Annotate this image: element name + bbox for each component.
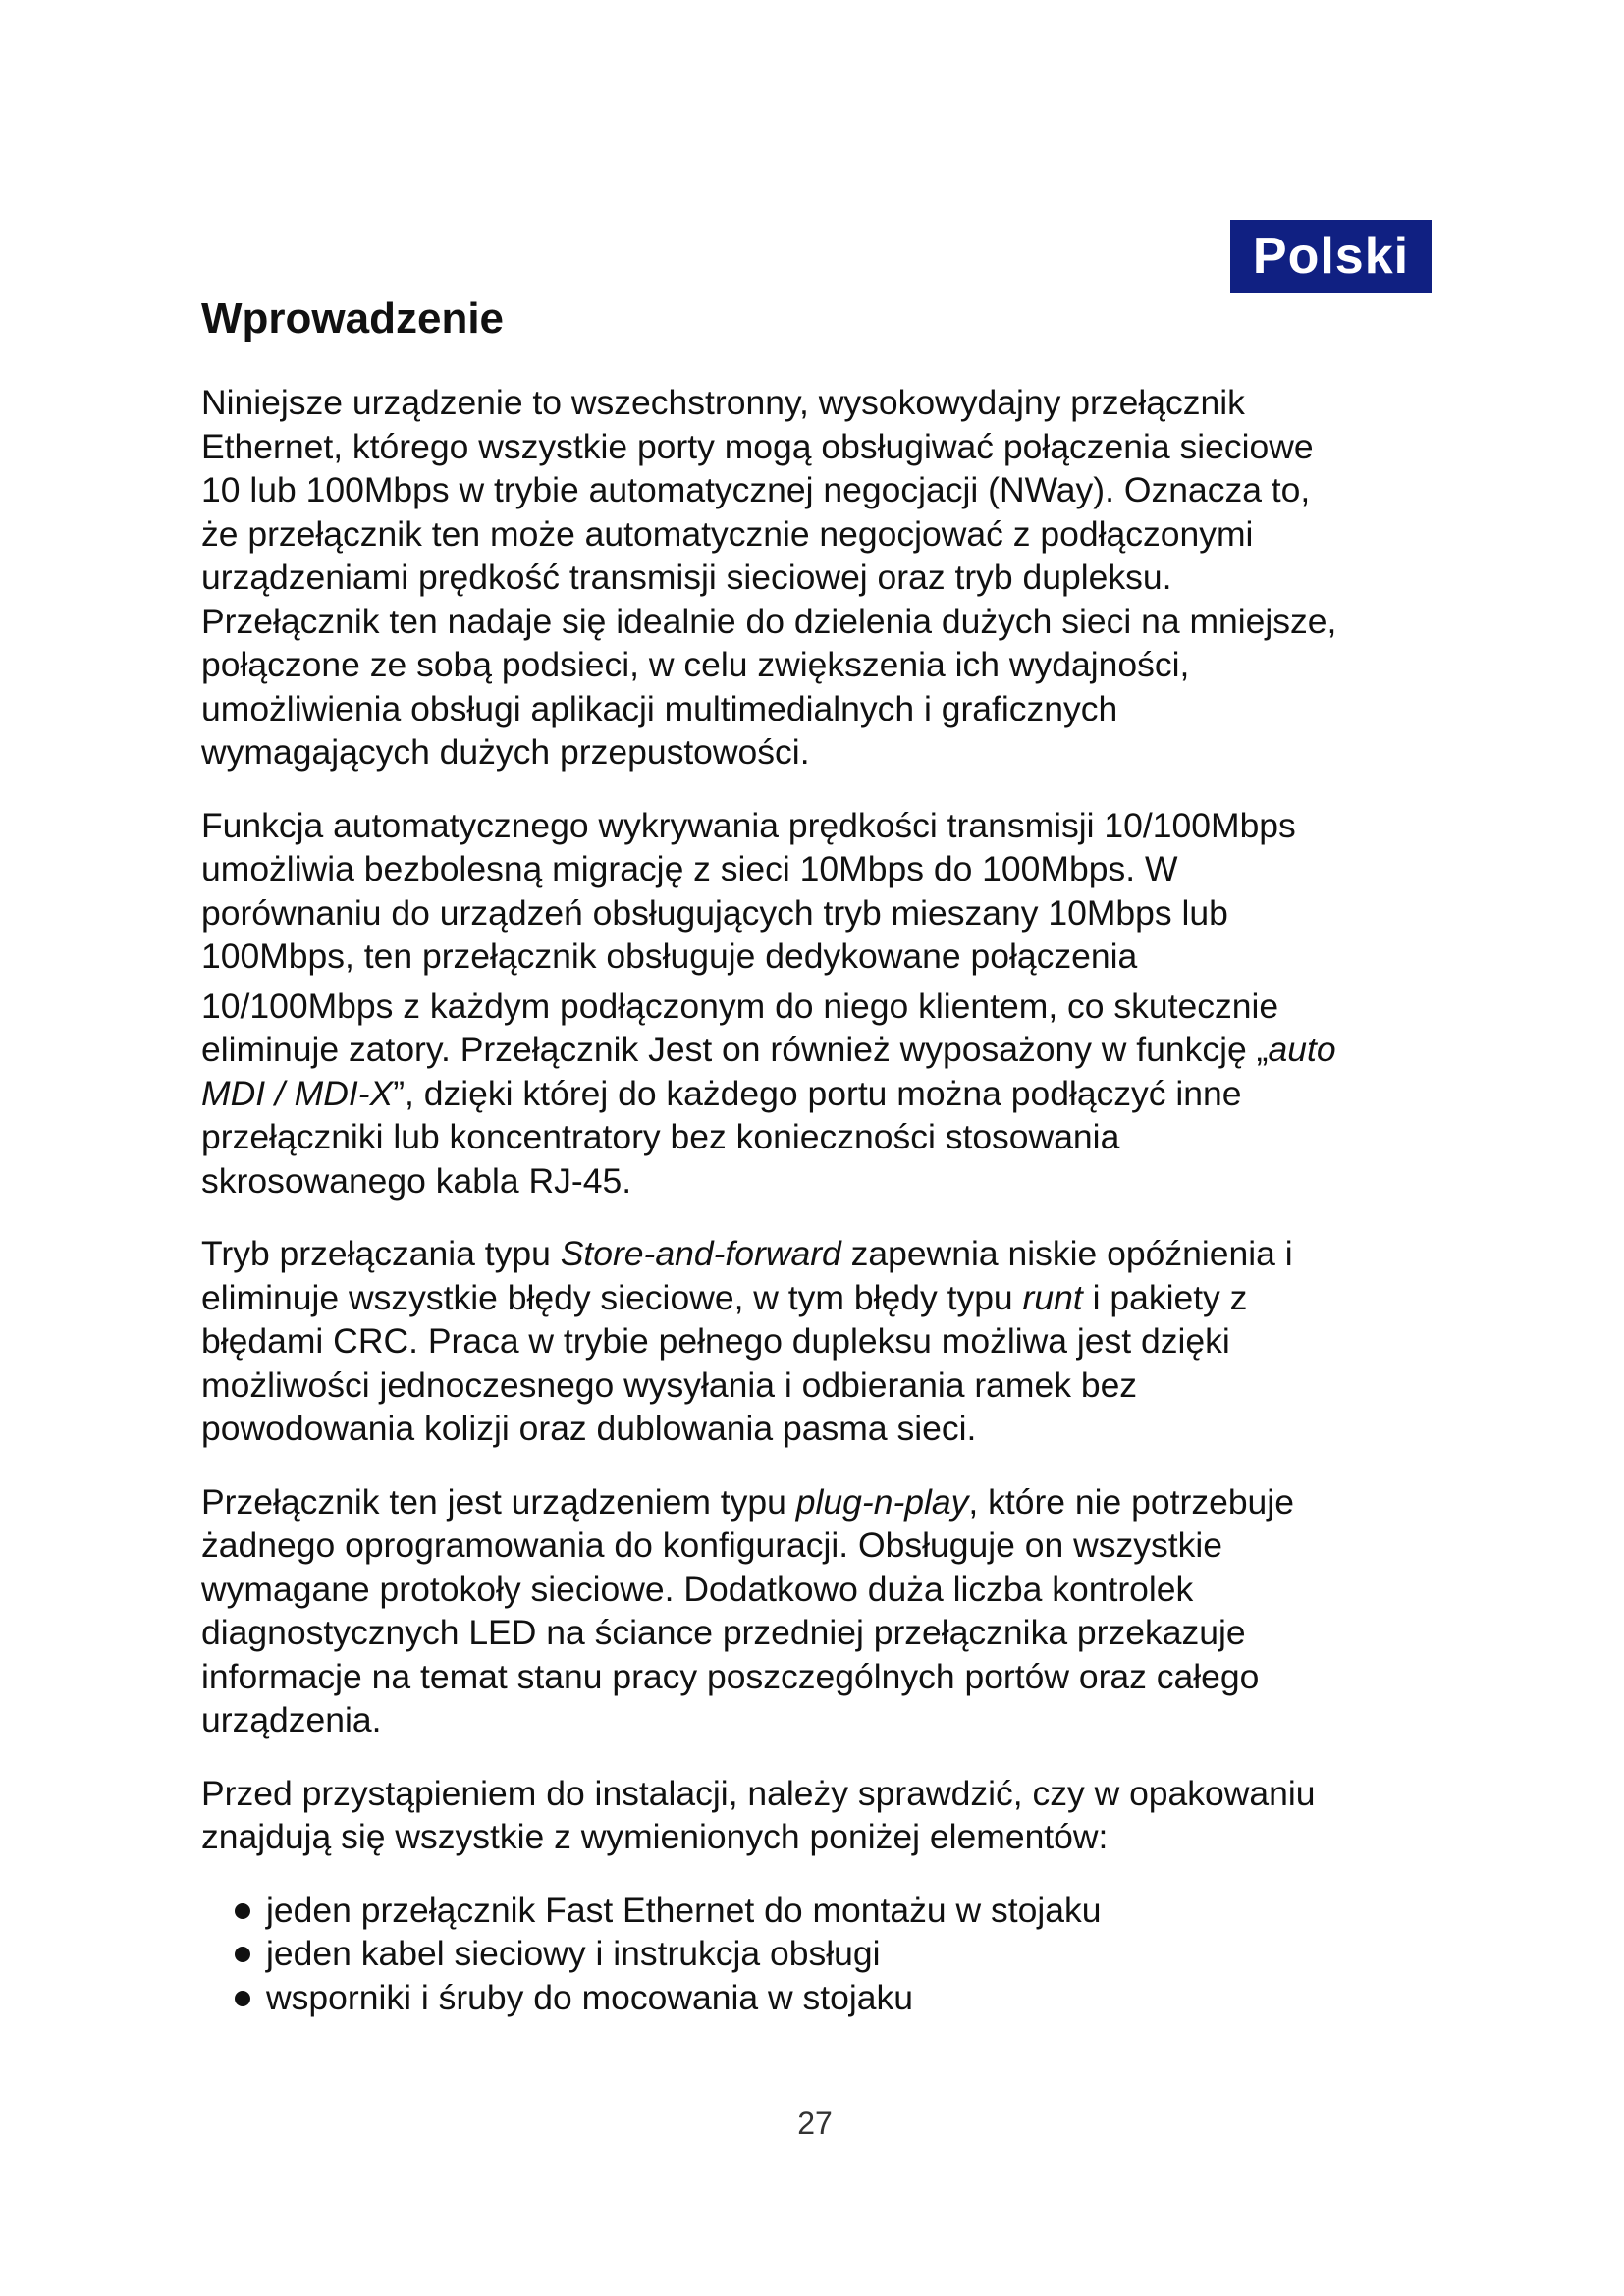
text-run: eliminuje zatory. Przełącznik Jest on również wyposażony w funkcję „ bbox=[201, 1030, 1269, 1069]
text-line bbox=[201, 1028, 1438, 1072]
text-line: 100Mbps, ten przełącznik obsługuje dedykowane połączenia bbox=[201, 936, 1138, 976]
list-item bbox=[231, 1889, 1438, 1933]
text-line: błędami CRC. Praca w trybie pełnego dupleksu możliwa jest dzięki bbox=[201, 1321, 1230, 1361]
page-number: 27 bbox=[797, 2106, 833, 2141]
bullet-icon bbox=[235, 1947, 250, 1962]
text-run: Tryb przełączania typu bbox=[201, 1234, 561, 1273]
text-line: możliwości jednoczesnego wysyłania i odbierania ramek bez bbox=[201, 1364, 1138, 1405]
text-line: Funkcja automatycznego wykrywania prędkości transmisji 10/100Mbps bbox=[201, 805, 1296, 845]
text-line: informacje na temat stanu pracy poszczególnych portów oraz całego bbox=[201, 1656, 1260, 1696]
text-line: 10/100Mbps z każdym podłączonym do niego klientem, co skutecznie bbox=[201, 986, 1279, 1026]
text-line: Przełącznik ten nadaje się idealnie do dzielenia dużych sieci na mniejsze, bbox=[201, 601, 1337, 641]
package-checklist bbox=[201, 1889, 1438, 2020]
text-line: wymagane protokoły sieciowe. Dodatkowo duża liczba kontrolek bbox=[201, 1569, 1194, 1609]
text-line: znajdują się wszystkie z wymienionych poniżej elementów: bbox=[201, 1817, 1109, 1856]
text-run: , które nie potrzebuje bbox=[968, 1481, 1294, 1522]
text-run: i pakiety z bbox=[1082, 1277, 1248, 1317]
list-item-label: jeden kabel sieciowy i instrukcja obsługi bbox=[266, 1934, 881, 1973]
paragraph-autodetect bbox=[201, 804, 1438, 1203]
text-line: urządzenia. bbox=[201, 1700, 382, 1739]
text-run: ”, dzięki której do każdego portu można podłączyć inne bbox=[393, 1073, 1242, 1113]
list-item-label: jeden przełącznik Fast Ethernet do montażu w stojaku bbox=[266, 1890, 1102, 1930]
list-item-label: wsporniki i śruby do mocowania w stojaku bbox=[266, 1977, 914, 2017]
text-line: powodowania kolizji oraz dublowania pasma sieci. bbox=[201, 1409, 977, 1448]
text-line: Niniejsze urządzenie to wszechstronny, wysokowydajny przełącznik bbox=[201, 383, 1245, 422]
text-line: przełączniki lub koncentratory bez konieczności stosowania bbox=[201, 1117, 1120, 1156]
language-badge: Polski bbox=[1230, 220, 1432, 293]
text-line bbox=[201, 1480, 1438, 1524]
text-line: umożliwienia obsługi aplikacji multimedialnych i graficznych bbox=[201, 688, 1118, 728]
paragraph-store-and-forward bbox=[201, 1232, 1438, 1451]
text-line: skrosowanego kabla RJ-45. bbox=[201, 1160, 632, 1201]
text-line: urządzeniami prędkość transmisji sieciowej oraz tryb dupleksu. bbox=[201, 558, 1172, 597]
list-item bbox=[231, 1932, 1438, 1976]
text-line bbox=[201, 1276, 1438, 1320]
text-line: że przełącznik ten może automatycznie negocjować z podłączonymi bbox=[201, 513, 1254, 554]
bullet-icon bbox=[235, 1903, 250, 1919]
text-line: umożliwia bezbolesną migrację z sieci 10Mbps do 100Mbps. W bbox=[201, 849, 1178, 888]
paragraph-package-contents bbox=[201, 1772, 1438, 1859]
text-line: Ethernet, którego wszystkie porty mogą obsługiwać połączenia sieciowe bbox=[201, 426, 1314, 466]
text-line: porównaniu do urządzeń obsługujących tryb mieszany 10Mbps lub bbox=[201, 892, 1228, 933]
section-heading: Wprowadzenie bbox=[201, 294, 505, 343]
text-line: żadnego oprogramowania do konfiguracji. Obsługuje on wszystkie bbox=[201, 1525, 1222, 1565]
italic-term: Store-and-forward bbox=[560, 1234, 841, 1273]
italic-term: plug-n-play bbox=[795, 1481, 969, 1522]
italic-term: runt bbox=[1022, 1277, 1083, 1317]
text-line bbox=[201, 1232, 1438, 1276]
bullet-icon bbox=[235, 1991, 250, 2006]
text-line: Przed przystąpieniem do instalacji, należy sprawdzić, czy w opakowaniu bbox=[201, 1773, 1316, 1813]
italic-term: MDI / MDI-X bbox=[201, 1073, 394, 1113]
paragraph-intro bbox=[201, 381, 1438, 774]
text-run: Przełącznik ten jest urządzeniem typu bbox=[201, 1481, 796, 1522]
text-line bbox=[201, 1072, 1438, 1116]
text-line: wymagających dużych przepustowości. bbox=[201, 732, 810, 772]
list-item bbox=[231, 1976, 1438, 2020]
text-line: diagnostycznych LED na ściance przedniej przełącznika przekazuje bbox=[201, 1613, 1246, 1652]
text-run: zapewnia niskie opóźnienia i bbox=[840, 1234, 1293, 1273]
text-run: eliminuje wszystkie błędy sieciowe, w tym błędy typu bbox=[201, 1277, 1023, 1317]
paragraph-plug-n-play bbox=[201, 1480, 1438, 1742]
italic-term: auto bbox=[1268, 1030, 1336, 1069]
text-line: 10 lub 100Mbps w trybie automatycznej negocjacji (NWay). Oznacza to, bbox=[201, 470, 1311, 509]
text-line: połączone ze sobą podsieci, w celu zwiększenia ich wydajności, bbox=[201, 645, 1190, 684]
body-text bbox=[201, 381, 1438, 2019]
